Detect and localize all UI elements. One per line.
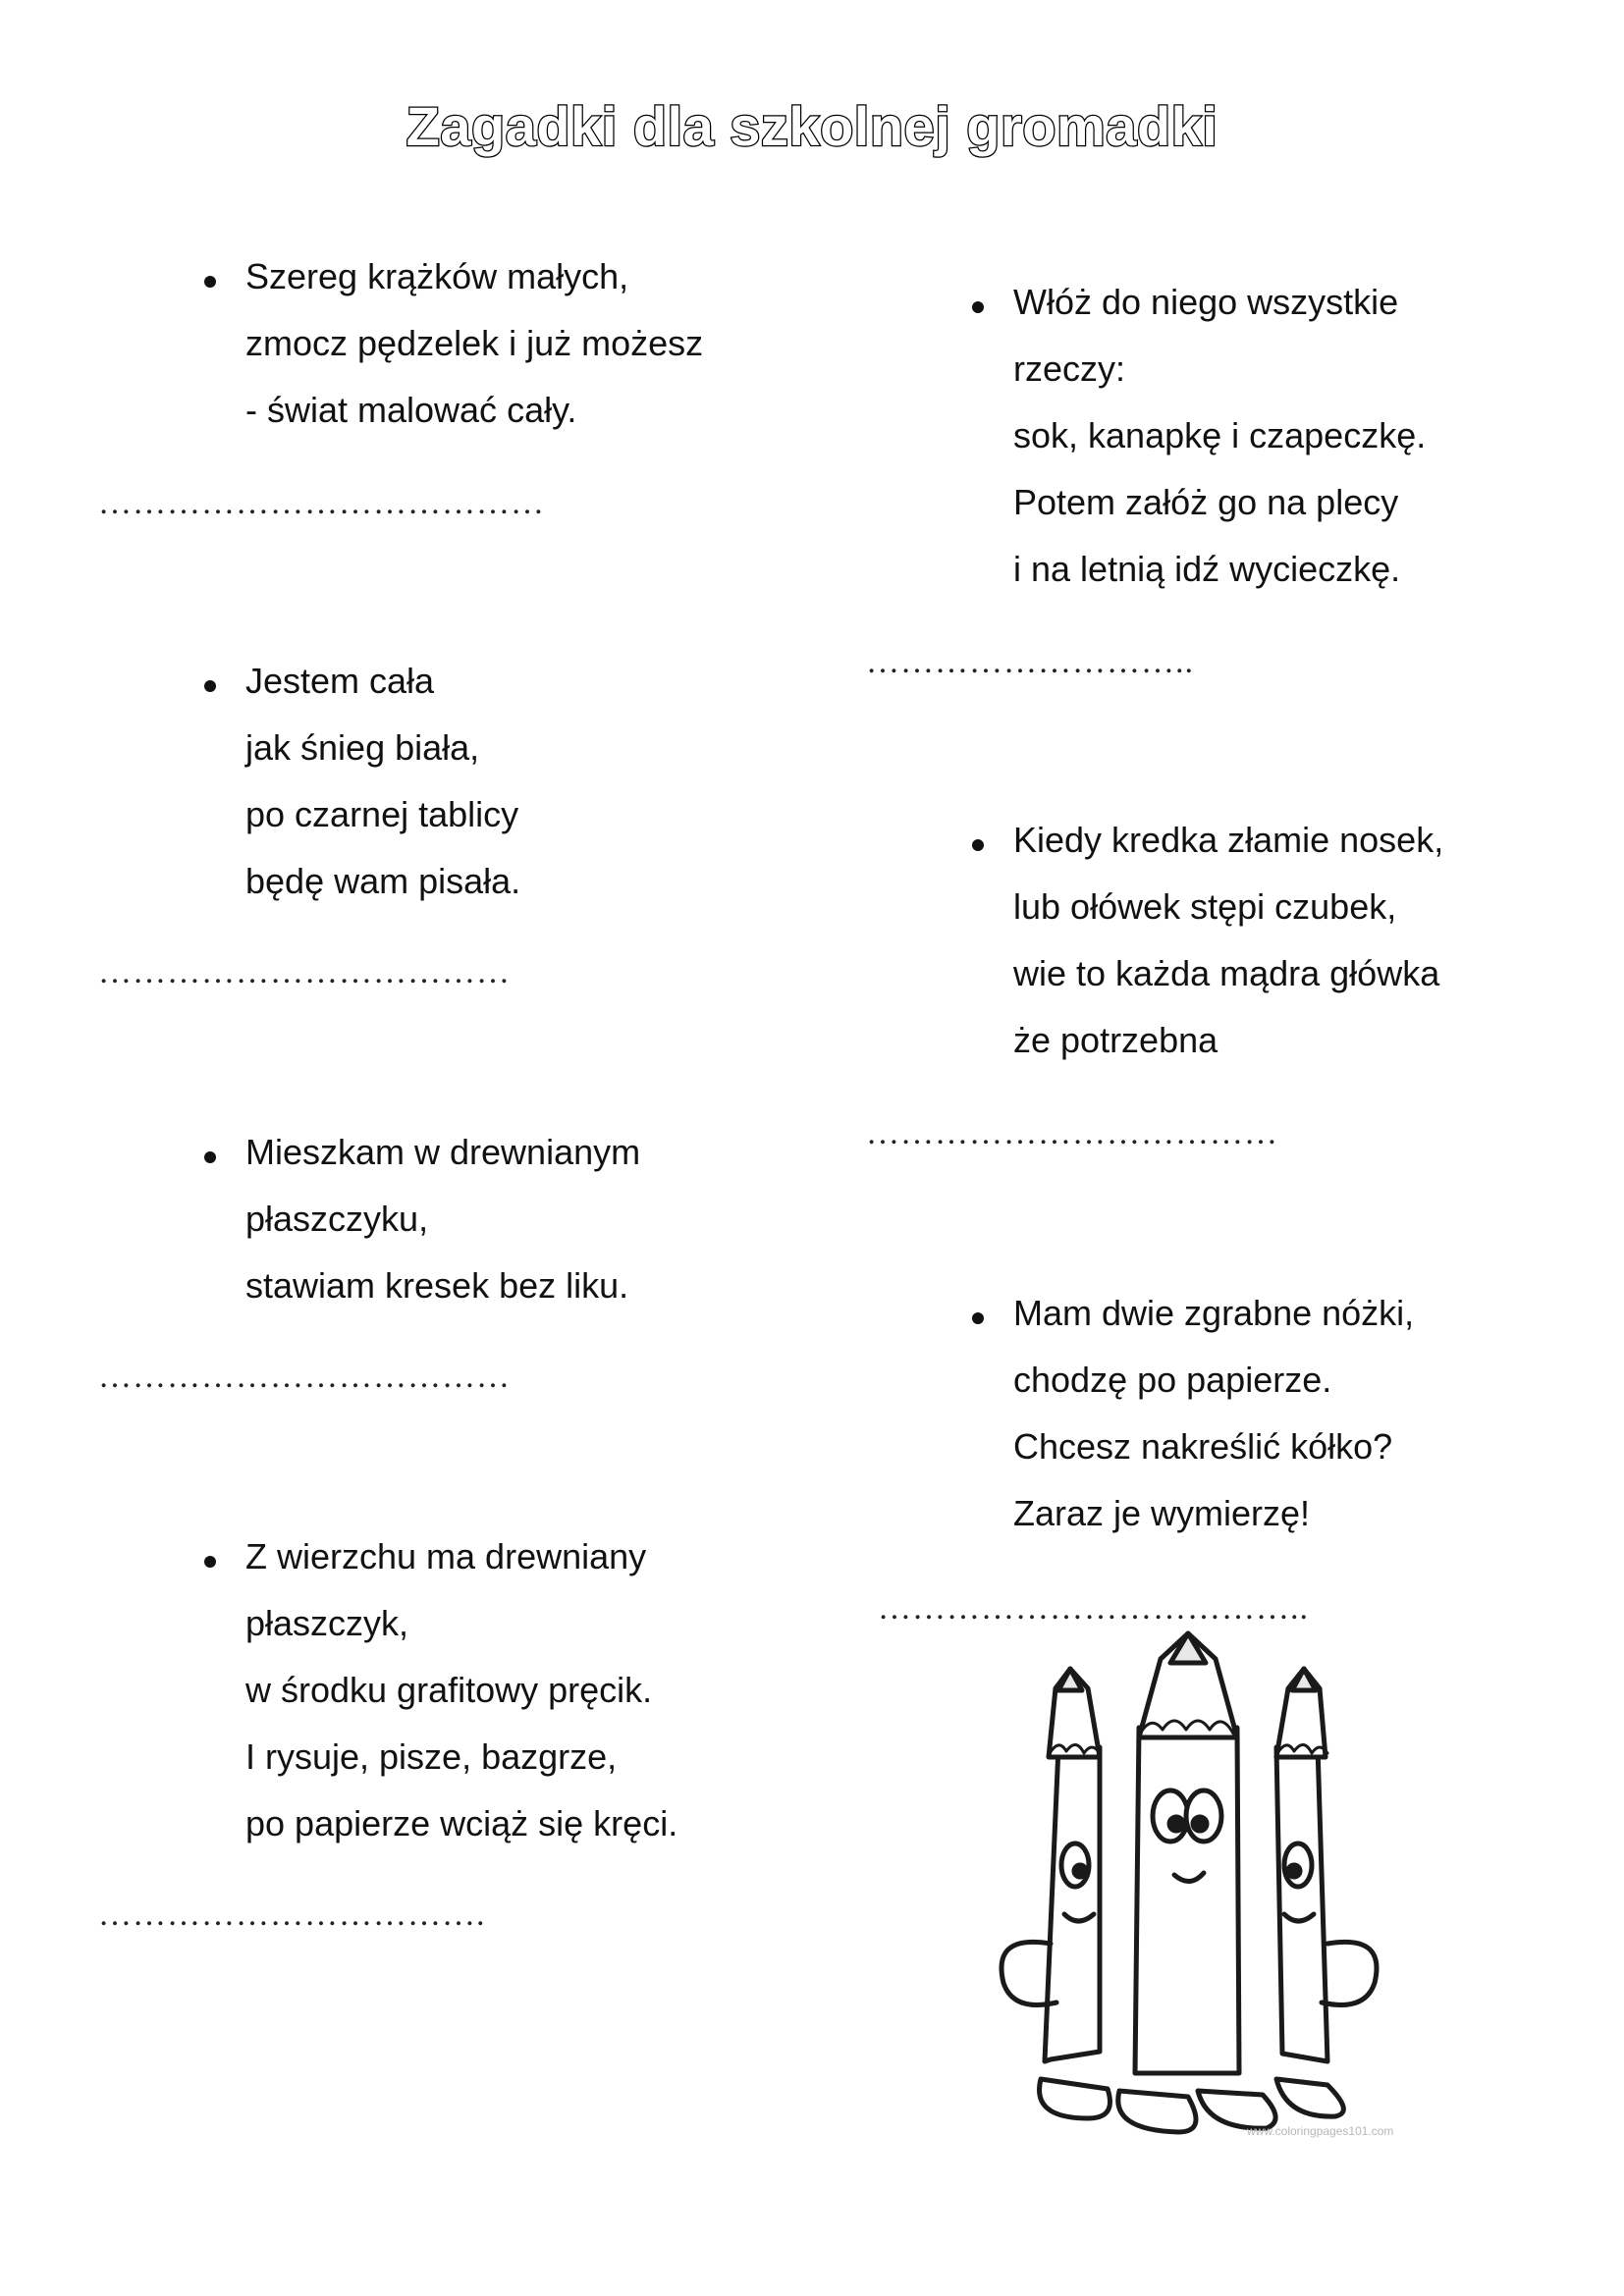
riddle-line: zmocz pędzelek i już możesz [245,323,704,363]
riddle-left-1 [204,243,703,444]
riddle-line: I rysuje, pisze, bazgrze, [245,1736,618,1777]
riddle-line: Z wierzchu ma drewniany [245,1536,647,1576]
riddle-line: Szereg krążków małych, [245,256,629,296]
riddle-left-2 [204,648,520,915]
bullet-icon [972,839,984,851]
riddle-line: będę wam pisała. [245,861,521,901]
riddle-line: Mieszkam w drewnianym [245,1132,641,1172]
illustration-watermark: www.coloringpages101.com [1247,2124,1394,2138]
riddle-line: i na letnią idź wycieczkę. [1013,549,1401,589]
riddle-line: płaszczyk, [245,1603,409,1643]
riddle-right-2 [972,807,1443,1074]
riddle-line: Jestem cała [245,661,435,701]
riddle-line: w środku grafitowy pręcik. [245,1670,653,1710]
riddle-line: po czarnej tablicy [245,794,519,834]
riddle-line: jak śnieg biała, [245,727,480,768]
page-title: Zagadki dla szkolnej gromadki [406,95,1218,157]
answer-line[interactable]: ……………………………… [866,1115,1278,1151]
riddle-line: po papierze wciąż się kręci. [245,1803,678,1843]
riddle-line: że potrzebna [1013,1020,1218,1060]
riddle-line: Włóż do niego wszystkie [1013,282,1399,322]
riddle-line: - świat malować cały. [245,390,577,430]
answer-line[interactable]: ……………………………… [98,1359,511,1395]
bullet-icon [972,301,984,313]
riddle-line: wie to każda mądra główka [1013,953,1440,993]
answer-line[interactable]: ……………………………….. [878,1590,1309,1627]
answer-line[interactable]: ……………………….. [866,644,1194,680]
bullet-icon [204,276,216,288]
riddle-line: Mam dwie zgrabne nóżki, [1013,1293,1415,1333]
riddle-line: Kiedy kredka złamie nosek, [1013,820,1444,860]
riddle-line: Potem załóż go na plecy [1013,482,1399,522]
bullet-icon [972,1312,984,1324]
bullet-icon [204,1556,216,1568]
riddle-line: chodzę po papierze. [1013,1360,1332,1400]
bullet-icon [204,680,216,692]
riddle-line: Chcesz nakreślić kółko? [1013,1426,1393,1467]
answer-line[interactable]: ……………………………… [98,954,511,990]
riddle-right-1 [972,269,1426,603]
riddle-line: płaszczyku, [245,1199,429,1239]
answer-line[interactable]: ……………………………. [98,1896,486,1933]
crayons-characters-icon [943,1629,1434,2160]
riddle-line: rzeczy: [1013,348,1126,389]
riddle-left-4 [204,1523,677,1857]
riddle-line: Zaraz je wymierzę! [1013,1493,1311,1533]
bullet-icon [204,1151,216,1163]
riddle-left-3 [204,1119,640,1319]
riddle-line: sok, kanapkę i czapeczkę. [1013,415,1427,455]
riddle-right-3 [972,1280,1414,1547]
riddle-line: lub ołówek stępi czubek, [1013,886,1397,927]
answer-line[interactable]: ………………………………… [98,485,545,521]
riddle-line: stawiam kresek bez liku. [245,1265,629,1306]
